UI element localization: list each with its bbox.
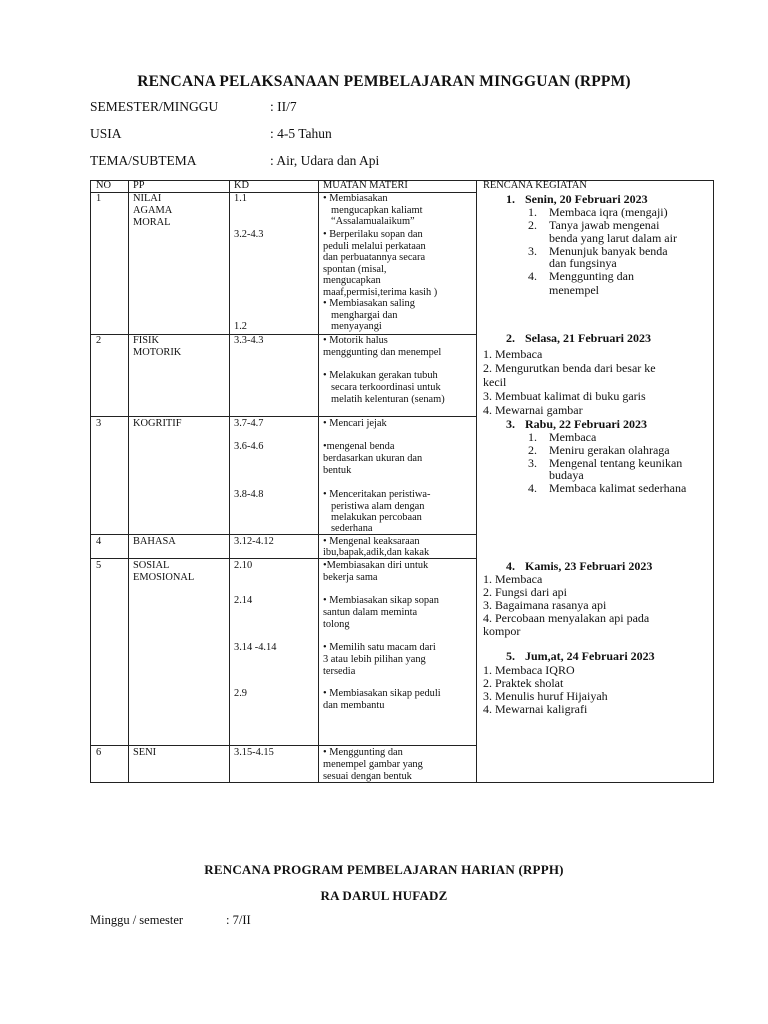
row4-no: 4 [96,536,102,547]
kegiatan-day5-item: 4. Mewarnai kaligrafi [483,702,588,716]
tema-value: : Air, Udara dan Api [270,153,380,168]
row5-kd-2: 2.14 [234,595,253,606]
kegiatan-day2-item: 1. Membaca [483,347,543,361]
col-divider-no [128,180,129,783]
row2-materi-line: menggunting dan menempel [323,347,442,358]
row5-kd-1: 2.10 [234,560,253,571]
tema-label: TEMA/SUBTEMA [90,153,197,168]
row1-kd-3: 1.2 [234,321,247,332]
rppm-title: RENCANA PELAKSANAAN PEMBELAJARAN MINGGUAN (RPPM) [137,73,631,90]
row1-materi-line: peduli melalui perkataan [323,240,426,252]
row1-pp-line1: NILAI [133,193,162,204]
row1-materi-line: dan perbuatannya secara [323,252,426,263]
kegiatan-day2-item: 4. Mewarnai gambar [483,403,583,417]
row2-materi-line: • Motorik halus [323,335,388,346]
row6-no: 6 [96,747,102,758]
kegiatan-day1-num: 1. [506,192,515,206]
kegiatan-day5-item: 1. Membaca IQRO [483,663,575,677]
kegiatan-day5-num: 5. [506,649,515,663]
kegiatan-day3-item-num: 2. [528,443,537,457]
row3-pp: KOGRITIF [133,418,182,429]
kegiatan-day3-item: Membaca [549,430,597,444]
kegiatan-day3-item-num: 4. [528,481,537,495]
row2-pp-line1: FISIK [133,335,159,346]
kegiatan-day1-item-num: 2. [528,218,537,232]
semester-label: SEMESTER/MINGGU [90,99,219,114]
school-name: RA DARUL HUFADZ [320,888,448,903]
row6-materi-line: • Menggunting dan [323,747,403,758]
kegiatan-day1-item-num: 1. [528,205,537,219]
kegiatan-day4-title: Kamis, 23 Februari 2023 [525,559,653,573]
row6-materi-line: sesuai dengan bentuk [323,771,412,782]
kegiatan-day1-item: Menunjuk banyak benda [549,244,668,258]
row1-materi-line: menghargai dan [331,309,398,321]
row3-no: 3 [96,418,102,429]
semester-value: : II/7 [270,99,297,114]
kegiatan-day3-item: Mengenal tentang keunikan [549,456,683,470]
kegiatan-day3-num: 3. [506,417,515,431]
row5-materi-line: •Membiasakan diri untuk [323,560,429,571]
row5-materi-line: tersedia [323,666,356,677]
row4-pp: BAHASA [133,536,176,547]
row2-materi-line: secara terkoordinasi untuk [331,382,441,393]
row5-materi-line: santun dalam meminta [323,607,418,618]
kegiatan-day3-item-num: 1. [528,430,537,444]
kegiatan-day1-item: Tanya jawab mengenai [549,218,660,232]
row3-materi-line: melakukan percobaan [331,512,422,523]
header-kd: KD [234,180,250,191]
row2-no: 2 [96,335,102,346]
kegiatan-day4-item: 1. Membaca [483,572,543,586]
row4-materi-line: ibu,bapak,adik,dan kakak [323,547,430,558]
row2-pp-line2: MOTORIK [133,347,182,358]
row5-no: 5 [96,560,102,571]
row5-pp-line1: SOSIAL [133,560,170,571]
row-divider-2 [90,416,477,417]
row2-materi-line: melatih kelenturan (senam) [331,394,445,405]
row5-materi-line: • Membiasakan sikap sopan [323,595,439,606]
minggu-semester-value: : 7/II [226,913,251,927]
header-kegiatan: RENCANA KEGIATAN [483,180,587,191]
row6-pp: SENI [133,747,157,758]
row3-materi-line: • Mencari jejak [323,418,387,429]
kegiatan-day4-item: 3. Bagaimana rasanya api [483,598,607,612]
kegiatan-day3-item: budaya [549,468,584,482]
row3-kd-1: 3.7-4.7 [234,418,264,429]
kegiatan-day3-item-num: 3. [528,456,537,470]
kegiatan-day3-title: Rabu, 22 Februari 2023 [525,417,648,431]
kegiatan-day2-item: 3. Membuat kalimat di buku garis [483,389,646,403]
kegiatan-day2-item: kecil [483,375,507,389]
row3-kd-2: 3.6-4.6 [234,441,264,452]
kegiatan-day3-item: Meniru gerakan olahraga [549,443,670,457]
row1-kd-2: 3.2-4.3 [234,229,264,240]
row1-materi-line: “Assalamualaikum” [331,216,415,227]
row1-materi-line: spontan (misal, [323,263,387,275]
kegiatan-day1-item: Membaca iqra (mengaji) [549,205,668,219]
kegiatan-day2-title: Selasa, 21 Februari 2023 [525,331,651,345]
row3-materi-line: •mengenal benda [323,441,395,452]
rppm-table [90,180,714,783]
row5-materi-line: • Memilih satu macam dari [323,642,436,653]
usia-value: : 4-5 Tahun [270,126,332,141]
row3-materi-line: sederhana [331,523,373,534]
kegiatan-day1-item-num: 4. [528,269,537,283]
kegiatan-day1-item: Menggunting dan [549,269,634,283]
row-divider-3 [90,534,477,535]
row1-materi-line: menyayangi [331,321,382,332]
kegiatan-day1-item: menempel [549,283,599,297]
col-divider-materi [476,180,477,783]
header-pp: PP [133,180,145,191]
row6-materi-line: menempel gambar yang [323,759,423,770]
col-divider-pp [229,180,230,783]
kegiatan-day2-num: 2. [506,331,515,345]
row-divider-5 [90,745,477,746]
row2-materi-line: • Melakukan gerakan tubuh [323,370,438,381]
header-no: NO [96,180,112,191]
kegiatan-day1-item: dan fungsinya [549,256,617,270]
kegiatan-day5-item: 2. Praktek sholat [483,676,564,690]
row3-kd-3: 3.8-4.8 [234,489,264,500]
row5-materi-line: 3 atau lebih pilihan yang [323,654,426,665]
kegiatan-day4-num: 4. [506,559,515,573]
row5-pp-line2: EMOSIONAL [133,572,195,583]
row3-materi-line: peristiwa alam dengan [331,500,425,512]
row1-materi-line: mengucapkan kaliamt [331,204,423,216]
usia-label: USIA [90,126,122,141]
row4-materi-line: • Mengenal keaksaraan [323,536,420,547]
kegiatan-day1-item-num: 3. [528,244,537,258]
col-divider-kd [318,180,319,783]
kegiatan-day5-item: 3. Menulis huruf Hijaiyah [483,689,608,703]
row1-materi-line: • Membiasakan [323,193,388,204]
header-materi: MUATAN MATERI [323,180,408,191]
row3-materi-line: berdasarkan ukuran dan [323,453,423,464]
kegiatan-day5-title: Jum,at, 24 Februari 2023 [525,649,655,663]
row1-no: 1 [96,193,102,204]
minggu-semester-label: Minggu / semester [90,913,184,927]
table-border-left [90,180,91,783]
row5-materi-line: tolong [323,619,350,630]
row1-kd-1: 1.1 [234,193,247,204]
table-border-right [713,180,714,783]
row5-materi-line: dan membantu [323,700,385,711]
row1-pp-line2: AGAMA [133,205,173,216]
row1-materi-line: mengucapkan [323,275,381,286]
row5-kd-3: 3.14 -4.14 [234,642,277,653]
kegiatan-day1-item: benda yang larut dalam air [549,231,677,245]
kegiatan-day4-item: 2. Fungsi dari api [483,585,567,599]
row1-materi-line: maaf,permisi,terima kasih ) [323,286,438,298]
kegiatan-day2-item: 2. Mengurutkan benda dari besar ke [483,361,656,375]
kegiatan-day4-item: 4. Percobaan menyalakan api pada [483,611,650,625]
row5-materi-line: bekerja sama [323,572,378,583]
kegiatan-day4-item: kompor [483,624,521,638]
kegiatan-day1-title: Senin, 20 Februari 2023 [525,192,648,206]
row5-materi-line: • Membiasakan sikap peduli [323,688,441,699]
row5-kd-4: 2.9 [234,688,247,699]
row1-materi-line: • Berperilaku sopan dan [323,229,423,240]
row2-kd-1: 3.3-4.3 [234,335,264,346]
kegiatan-day3-item: Membaca kalimat sederhana [549,481,687,495]
rpph-title: RENCANA PROGRAM PEMBELAJARAN HARIAN (RPPH) [204,862,564,877]
row6-kd-1: 3.15-4.15 [234,747,274,758]
row1-pp-line3: MORAL [133,217,171,228]
row3-materi-line: • Menceritakan peristiwa- [323,489,431,500]
row3-materi-line: bentuk [323,465,352,476]
row1-materi-line: • Membiasakan saling [323,298,415,309]
row4-kd-1: 3.12-4.12 [234,536,274,547]
